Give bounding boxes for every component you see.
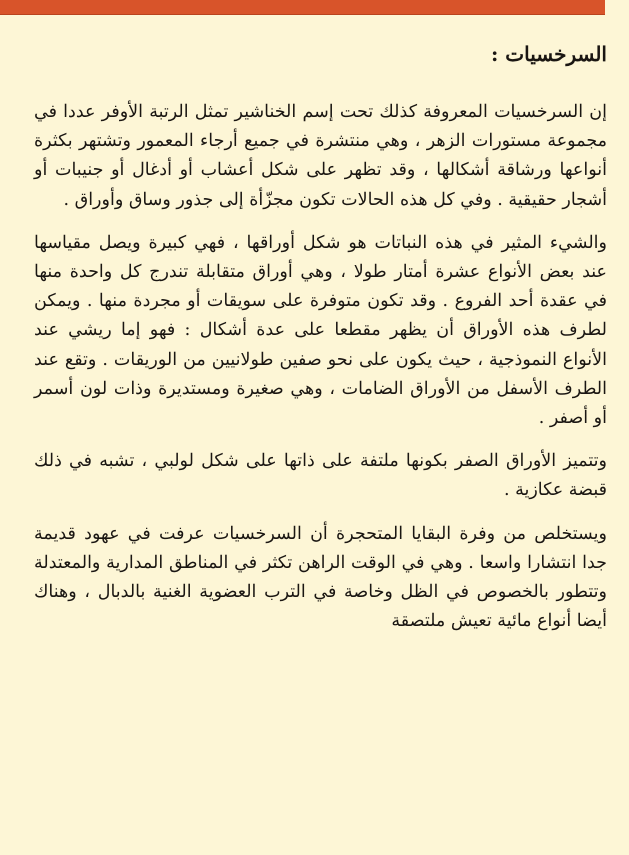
article-body (34, 98, 607, 650)
paragraph-2: والشيء المثير في هذه النباتات هو شكل أوراقها ، فهي كبيرة ويصل مقياسها عند بعض الأنواع عشرة أمتار طولا ، وهي أوراق متقابلة تندرج كل واحدة منها في عقدة أحد الفروع . وقد تكون متوفرة على سويقات أو مجردة منها . ويمكن لطرف هذه الأوراق أن يظهر مقطعا على عدة أشكال : فهو إما ريشي عند الأنواع النموذجية ، حيث يكون على نحو صفين طولانيين من الوريقات . وتقع عند الطرف الأسفل من الأوراق الضامات ، وهي صغيرة ومستديرة وذات لون أسمر أو أصفر . (34, 232, 607, 429)
paragraph-1: إن السرخسيات المعروفة كذلك تحت إسم الخناشير تمثل الرتبة الأوفر عددا في مجموعة مستورات الزهر ، وهي منتشرة في جميع أرجاء المعمور وتشتهر بكثرة أنواعها ورشاقة أشكالها ، وقد تظهر على شكل أعشاب أو أدغال أو جنيبات أو أشجار حقيقية . وفي كل هذه الحالات تكون مجزّأة إلى جذور وساق وأوراق . (34, 102, 607, 210)
section-heading: السرخسيات : (490, 42, 607, 66)
top-color-bar (0, 0, 605, 15)
paragraph-3: وتتميز الأوراق الصفر بكونها ملتفة على ذاتها على شكل لولبي ، تشبه في ذلك قبضة عكازية . (34, 451, 607, 501)
paragraph-4: ويستخلص من وفرة البقايا المتحجرة أن السرخسيات عرفت في عهود قديمة جدا انتشارا واسعا . وهي في الوقت الراهن تكثر في المناطق المدارية والمعتدلة وتتطور بالخصوص في الظل وخاصة في الترب العضوية الغنية بالدبال ، وهناك أيضا أنواع مائية تعيش ملتصقة (34, 523, 607, 632)
